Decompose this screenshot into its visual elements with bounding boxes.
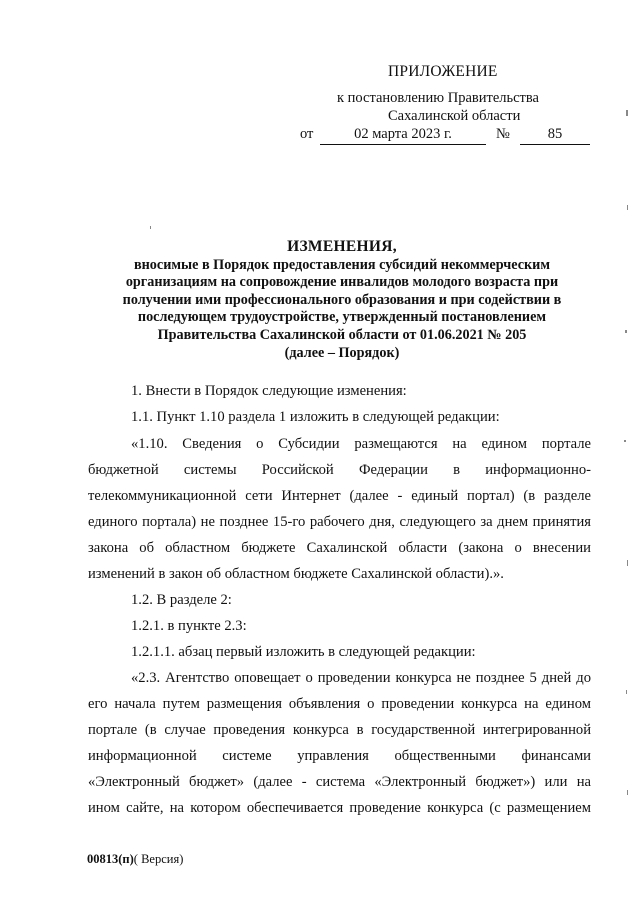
quote-2-line: «2.3. Агентство оповещает о проведении конкурса не позднее 5 дней до [131, 670, 591, 686]
quote-1-line: бюджетной системы Российской Федерации в информационно- [88, 462, 591, 478]
scan-speck [150, 226, 151, 229]
paragraph-1-2-1: 1.2.1. в пункте 2.3: [131, 618, 247, 634]
scan-speck [626, 110, 628, 116]
appendix-title: ПРИЛОЖЕНИЕ [388, 63, 498, 80]
heading-line: Правительства Сахалинской области от 01.06.2021 № 205 [157, 326, 527, 343]
scan-speck [626, 690, 627, 694]
scan-speck [627, 205, 628, 210]
heading-line: организациям на сопровождение инвалидов молодого возраста при [125, 274, 559, 291]
paragraph-1-1: 1.1. Пункт 1.10 раздела 1 изложить в следующей редакции: [131, 409, 500, 425]
decree-date: 02 марта 2023 г. [320, 126, 486, 145]
scan-speck [624, 440, 626, 442]
appendix-ref-line1: к постановлению Правительства [337, 90, 539, 106]
scan-speck [625, 330, 627, 333]
heading-line: (далее – Порядок) [284, 344, 400, 361]
footer-version: ( Версия) [133, 852, 184, 866]
quote-1-line: закона об областном бюджете Сахалинской области (закона о внесении [88, 540, 591, 556]
quote-2-line: портале (в случае проведения конкурса в государственной интегрированной [88, 722, 591, 738]
appendix-ref-line2: Сахалинской области [388, 108, 521, 124]
quote-2-line: ином сайте, на котором обеспечивается проведение конкурса (с размещением [88, 800, 591, 816]
quote-2-line: его начала путем размещения объявления о проведении конкурса на едином [88, 696, 591, 712]
decree-number: 85 [520, 126, 590, 145]
heading-line: последующем трудоустройстве, утвержденный постановлением [137, 309, 547, 326]
footer-code: 00813(п) [87, 852, 134, 866]
paragraph-1-2-1-1: 1.2.1.1. абзац первый изложить в следующей редакции: [131, 644, 476, 660]
quote-2-line: информационной системе управления общественными финансами [88, 748, 591, 764]
heading-line: получении ими профессионального образования и при содействии в [122, 291, 562, 308]
quote-1-line: телекоммуникационной сети Интернет (далее - единый портал) (в разделе [88, 488, 591, 504]
scan-speck [627, 560, 628, 566]
appendix-date-row [296, 126, 596, 148]
quote-1-line: «1.10. Сведения о Субсидии размещаются на едином портале [131, 436, 591, 452]
paragraph-1: 1. Внести в Порядок следующие изменения: [131, 383, 407, 399]
quote-1-line: изменений в закон об областном бюджете Сахалинской области).». [88, 566, 504, 582]
heading-line: вносимые в Порядок предоставления субсидий некоммерческим [133, 256, 551, 273]
number-sign: № [496, 126, 510, 142]
scan-speck [627, 790, 628, 795]
paragraph-1-2: 1.2. В разделе 2: [131, 592, 232, 608]
quote-2-line: «Электронный бюджет» (далее - система «Электронный бюджет») или на [88, 774, 591, 790]
heading-main: ИЗМЕНЕНИЯ, [287, 238, 397, 255]
document-heading [80, 238, 604, 362]
quote-1-line: единого портала) не позднее 15-го рабочего дня, следующего за днем принятия [88, 514, 591, 530]
document-footer [87, 852, 183, 867]
date-prefix: от [300, 126, 314, 142]
